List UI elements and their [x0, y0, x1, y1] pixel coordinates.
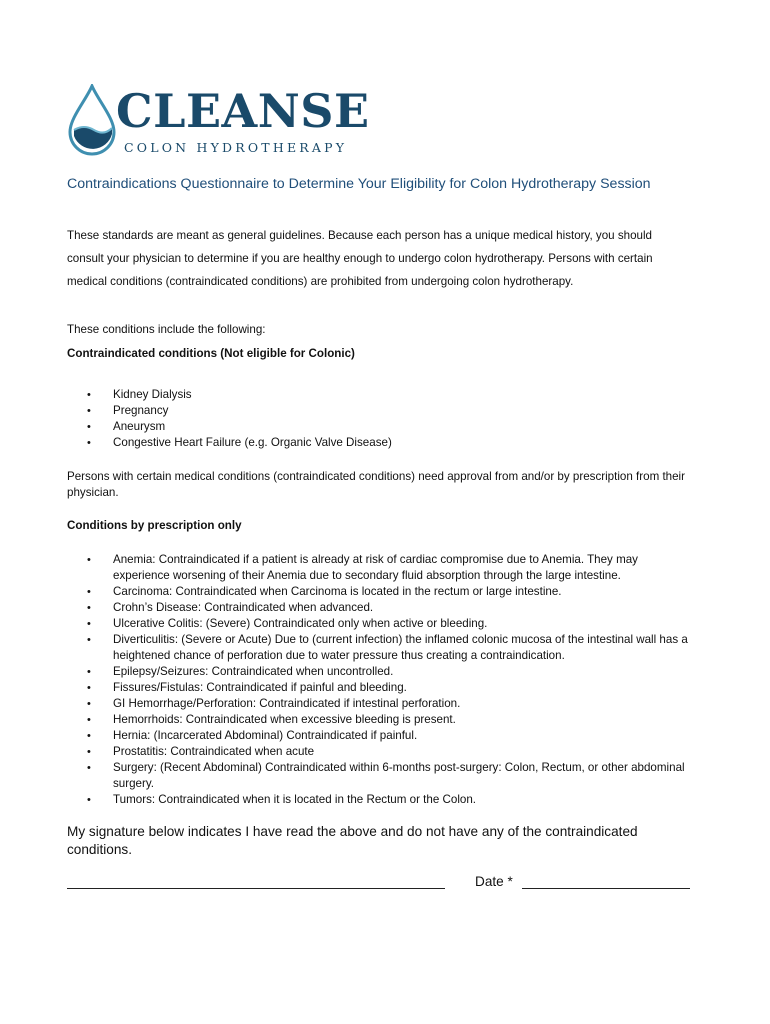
- list-item: • Tumors: Contraindicated when it is located in the Rectum or the Colon.: [67, 792, 697, 808]
- list-item: • Hernia: (Incarcerated Abdominal) Contraindicated if painful.: [67, 728, 697, 744]
- signature-line[interactable]: [67, 888, 445, 889]
- date-label: Date *: [475, 874, 513, 889]
- water-drop-icon: [66, 84, 118, 156]
- contraindicated-list: [67, 387, 697, 451]
- logo-tagline: COLON HYDROTHERAPY: [124, 140, 348, 155]
- contraindicated-heading: Contraindicated conditions (Not eligible for Colonic): [67, 347, 355, 360]
- list-item: • GI Hemorrhage/Perforation: Contraindicated if intestinal perforation.: [67, 696, 697, 712]
- prescription-heading: Conditions by prescription only: [67, 519, 242, 532]
- list-item: • Crohn’s Disease: Contraindicated when advanced.: [67, 600, 697, 616]
- list-item: • Fissures/Fistulas: Contraindicated if painful and bleeding.: [67, 680, 697, 696]
- list-item: • Epilepsy/Seizures: Contraindicated when uncontrolled.: [67, 664, 697, 680]
- list-item: • Prostatitis: Contraindicated when acute: [67, 744, 697, 760]
- list-item: • Carcinoma: Contraindicated when Carcinoma is located in the rectum or large intestine.: [67, 584, 697, 600]
- list-item: • Pregnancy: [67, 403, 697, 419]
- intro-paragraph: These standards are meant as general guidelines. Because each person has a unique medical history, you should consult your physician to determine if you are healthy enough to undergo colon hydrotherapy. Persons with certain medical conditions (contraindicated conditions) are prohibited from undergoing colon hydrotherapy.: [67, 229, 653, 288]
- list-item: • Kidney Dialysis: [67, 387, 697, 403]
- prescription-list: [67, 552, 697, 808]
- signature-statement: My signature below indicates I have read the above and do not have any of the contraindicated conditions.: [67, 824, 638, 857]
- approval-paragraph: Persons with certain medical conditions (contraindicated conditions) need approval from and/or by prescription from their physician.: [67, 470, 685, 499]
- list-item: • Aneurysm: [67, 419, 697, 435]
- logo-brand-name: CLEANSE: [116, 84, 370, 138]
- page-title: Contraindications Questionnaire to Determine Your Eligibility for Colon Hydrotherapy Session: [67, 176, 651, 192]
- list-item: • Hemorrhoids: Contraindicated when excessive bleeding is present.: [67, 712, 697, 728]
- conditions-intro: These conditions include the following:: [67, 323, 266, 336]
- logo: [66, 84, 386, 160]
- list-item: • Ulcerative Colitis: (Severe) Contraindicated only when active or bleeding.: [67, 616, 697, 632]
- list-item: • Surgery: (Recent Abdominal) Contraindicated within 6-months post-surgery: Colon, Rectum, or other abdominal surgery.: [67, 760, 697, 792]
- list-item: • Anemia: Contraindicated if a patient is already at risk of cardiac compromise due to Anemia. They may experience worsening of their Anemia due to secondary fluid absorption through the large intestine.: [67, 552, 697, 584]
- list-item: • Congestive Heart Failure (e.g. Organic Valve Disease): [67, 435, 697, 451]
- list-item: • Diverticulitis: (Severe or Acute) Due to (current infection) the inflamed colonic mucosa of the intestinal wall has a heightened chance of perforation due to water pressure thus creating a contraindication.: [67, 632, 697, 664]
- date-line[interactable]: [522, 888, 690, 889]
